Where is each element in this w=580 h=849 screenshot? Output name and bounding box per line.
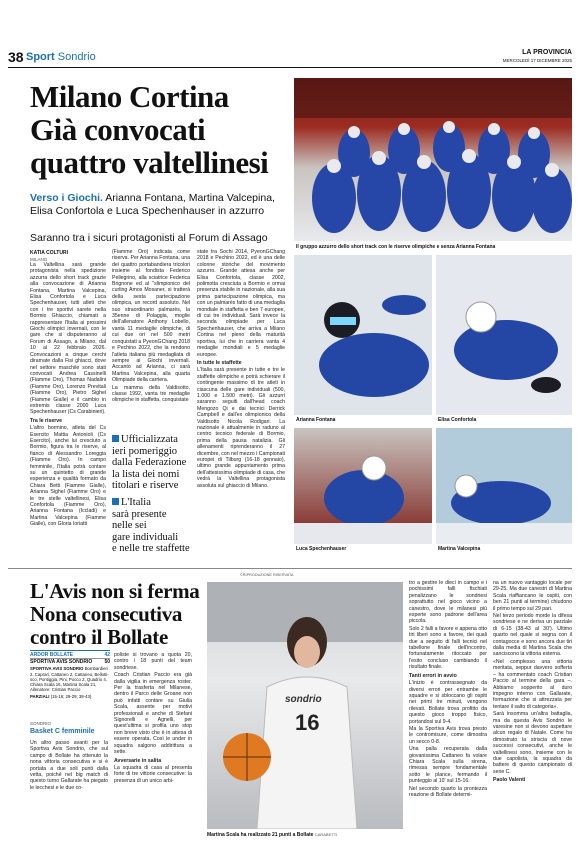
article1-summary [30,192,292,218]
score-box [30,652,110,701]
group-photo [294,78,572,241]
article1-col2 [112,249,190,405]
lineup-text: Bombardieri 2, Caprari, Cattaneo 2, Cattaneo, Bellotti-sco, Pontiggia, Pini, Pocco 2, Quadrio 4, Chiara Scala 16, Martina Scala 21, Allenatore: Cristian Paccio [30,666,109,693]
a2-headline-line-3: contro il Bollate [30,625,168,649]
article2-col1 [30,740,108,792]
pq2-line-5: e nelle tre staffette [112,543,190,554]
newspaper-name: LA PROVINCIA [522,49,572,56]
team2-score: 50 [104,659,110,666]
headline-line-2: Già convocati [30,112,206,147]
headline-line-3: quattro valtellinesi [30,145,269,180]
basketball-art [207,582,403,829]
lineup-label: SPORTIVA AVIS SONDRIO [30,666,84,672]
a1-col1-subhead: Tra le riserve [30,417,63,424]
pq2-line-2: sarà presente [112,508,167,520]
team1-name: ARDOR BOLLATE [30,652,73,658]
article1-headline [30,80,300,179]
skater-art-3 [294,428,432,544]
a1-col3b-para: L'Italia sarà presente in tutte e tre le staffette olimpiche e potrà schierare il contingente massimo di tre atleti in ciascuna delle gare individuali (500, 1.000 e 1.500 metri). Gli azzurri saranno seguiti dall'head coach Mengozo Qi e dai tecnici Derrick Campbell e dall'ex olimpionico della Valdisotto Nicola Rodigari. La nazionale è attualmente in raduno al centro tecnico federale di Bormio, prima della pausa natalizia. Gli allenamenti riprenderanno il 27 dicembre, con nel mezzo i Campionati europei di Tilburg (16-18 gennaio), ultimo grande appuntamento prima dell'attesissima olimpiade di casa, che vedrà la Valtellina protagonista assoluta sul ghiaccio di Milano. [197,367,285,489]
photo-arianna-fontana [294,255,432,415]
photo-caption-text: Martina Scala ha realizzato 21 punti a Bollate [207,832,314,838]
pullquote-1 [112,434,192,492]
a2-headline-line-1: L'Avis non si ferma [30,579,200,603]
article2-col2 [114,652,192,785]
header-rule [8,67,572,68]
article1-summary-2: Saranno tra i sicuri protagonisti al Forum di Assago [30,232,268,244]
article2-headline [30,580,210,649]
section-sport: Sport [26,51,55,63]
pq1-line-4: la lista dei nomi [112,468,180,480]
article1-col3 [197,249,285,490]
a2-col1-para: Un altro passo avanti per la Sportiva Avis Sondrio, che sul campo di Bollate ha ottenuto la nona vittoria consecutiva e si è portata a due soli punti dalla vetta, poiché nel big match di questo turno Gallarate ha piegato le lecchesi e le due co- [30,740,108,791]
a2-col3-para-1: tro a gestire le dieci in campo e i pochissimi falli fischiati penalizzano le sondriesi soprattutto nel gioco vicino a canestro, dove le milanesi più esperte sono padrone dell'area piccola. [409,580,487,625]
pq1-line-5: titolari e riserve [112,480,179,491]
a2-col3-subhead: Tanti errori in avvio [409,672,457,679]
basketball-photo [207,582,403,829]
a1-col2-para-2: La mamma della Valdisotto, classe 1992, vanta tre medaglie olimpiche in staffetta, conquistate [112,384,190,404]
a2-col3b-para-4: Nel secondo quarto la prontezza reazione di Bollate determi- [409,785,487,798]
pq2-line-1: L'Italia [121,497,151,508]
basketball-photo-caption [207,832,403,838]
group-photo-caption: Il gruppo azzurro dello short track con le riserve olimpiche e senza Arianna Fontana [296,244,496,250]
article2-col4 [493,580,572,785]
a2-col3b-para-2: Ma la Sportiva Avis trova presto le contromisure, come dimostra un secco 0-8. [409,725,487,745]
section-sondrio: Sondrio [57,51,96,63]
a2-col2-para-1: poliste si trovano a quota 20, contro i 18 punti del team sondriese. [114,652,192,671]
skater-art-4 [436,428,572,544]
a2-headline-line-2: Nona consecutiva [30,602,183,626]
section-label [26,51,96,63]
jersey-brand: sondrio [285,694,322,705]
a2-col4-para-3: «Nel complesso una vittoria meritata, seppur davvero sofferta – ha commentato coach Cristian Paccio al termine della gara –. Abbiamo sopperito al duro impegno interno con Gallarate, formazione che si attrezzata per tentare il salto di categoria». [493,658,572,710]
group-photo-art [294,78,572,241]
pullquote-marker [112,498,119,505]
photo-martina-valcepina [436,428,572,544]
caption-martina-valcepina: Martina Valcepina [438,546,481,552]
dateline: MILANO [30,257,48,262]
pq2-line-3: nelle sei [112,520,147,531]
pq2-line-4: gare individuali [112,531,179,543]
team1-score: 42 [104,652,110,658]
pq1-line-1: Ufficializzata [121,434,178,445]
skater-art-1 [294,255,432,415]
photo-luca-spechenhauser [294,428,432,544]
caption-elisa-confortola: Elisa Confortola [438,417,477,423]
jersey-number: 16 [295,710,320,735]
score-row-2 [30,658,110,665]
a1-col3-subhead: In tutte le staffette [197,359,242,366]
caption-luca-spechenhauser: Luca Spechenhauser [296,546,347,552]
a2-col4-para-1: na un nuovo vantaggio locale per 29-25. Ma due canestri di Martina Scala riaffiancano le ospiti, con ben 21 punti al termine) chiudono il primo tempo sul 29 pari. [493,580,572,612]
credit: ©RIPRODUZIONE RISERVATA [240,573,294,577]
score-rule-top [30,650,110,651]
a1-col1b-para: L'altro bormino, atleta del Cs Esercito Mattia Antonioli (Cs Esercito), anche lui cresciuto a Bormio, figura tra le riserve, al fianco di Alessandro Loreggia (Fiamme Oro). In campo femminile, l'Italia potrà contare su un quintetto di grande esperienza e qualità formato da Chiara Betti (Fiamme Gialle), Arianna Sighel (Fiamme Oro) e le tre stelle valtellinesi, Elisa Confortola (Fiamme Oro), Arianna Fontana (Iccladi) e Martina Valcepina (Fiamme Gialle), con Gloria Ioriatti [30,425,106,528]
score-lineup [30,666,110,692]
a2-col3b-para-1: L'inizio è contrassegnato da diversi errori per entrambe le squadre e si sbloccano gli ospiti nei primi tre minuti, vengono rilevati. Bollate trova profitto da questo gioco troppo fisico, portandosi sul 9-4. [409,680,487,725]
article2-col3 [409,580,487,799]
a2-col4-para-4: Sarà insomma un'altra battaglia, ma da questa Avis Sondrio le varesine non si devono aspettare alcun regalo di Natale. Come ha dimostrato la striscia di nove successi consecutivi, anche le valtellinesi sono, insieme con le due capolista, la squadra da battere di questo campionato di serie C. [493,711,572,775]
a2-col4-para-2: Nel terzo periodo morde la difesa sondriese e ne deriva un parziale di 6-15 (38-43 al 30'). Ultimo quarto nel quale si segna con il contagocce e sono ancora due tiri dalla media di Martina Scala che sanciscono la vittoria esterna. [493,613,572,658]
headline-line-1: Milano Cortina [30,79,229,114]
caption-arianna-fontana: Arianna Fontana [296,417,336,423]
byline: KATIA COLTURI [30,250,68,256]
a2-col3-para-2: Solo 2 falli a favore e appena otto tiri liberi sono a favore, dei quali due a seguito di falli tecnici nel tabellone finale dell'incontro, fortunatamente ritoccato per l'esito concluso cambiando il risultato finale. [409,625,487,671]
parziali-value: (15-16; 29-29; 38-43) [50,694,92,700]
summary-1: Arianna Fontana, Martina Valcepina, Elisa Confortola e Luca Spechenhauser in azzurro [30,192,275,217]
skater-art-2 [436,255,572,415]
a2-dateline: SONDRIO [30,721,52,726]
a2-col2-para-2: Coach Cristian Paccio era già dalla vigilia in emergenza roster. Per la trasferta nel Milanese, dentro il Parco delle Groane non può infatti contare su Giulia Scala, assente per motivi professionali e anche di Stefani Signorelli e Agnelli, per quest'ultima si profila uno stop non breve visto che è in attesa di essere operata. Così le under in squadra salgono addirittura a sette. [114,672,192,756]
page-number: 38 [8,49,24,65]
a1-col2-para-1: (Fiamme Oro) indicata come riserva. Per Arianna Fontana, una dei quattro portabandiera tricolori insieme al fondista Federico Pellegrino, alla sciatrice Federica Brignone ed al "slimpionico del curling Amos Mosaner, si tratterà della sesta partecipazione olimpica, un record assoluto. Nel suo straordinario palmarès, la 35enne di Polaggia, moglie dell'allenatore Anthony Lobello, vanta 11 medaglie olimpiche, di cui due ori nel 500 metri conquistati a PyeonGChang 2018 e Pechino 2022, che la rendono l'atleta italiana più medagliata di sempre ai Giochi invernali. Accanto ad Arianna, ci sarà Martina Valcepina, alla quarta Olimpiade della carriera. [112,249,190,384]
a1-col1-para: La Valtellina sarà grande protagonista nella spedizione azzurra dello short track grazie alla convocazione di Arianna Fontana, Martina Valcepina, Elisa Confortola e Luca Spechenhauser, tutti atleti che con i tre sportivi sarete nella Bormio Ghiaccio, chiamati a rappresentare l'Italia ai prossimi Giochi olimpici invernali, con le gare che si disputeranno al Forum di Assago, a Milano, dal 10 al 22 febbraio 2026. Convocazioni a cinque cerchi diramate dalla Fisi ghiacci, dove nel settore maschile sono stati convocati Andrea Cassinelli (Fiamme Oro), Thomas Nadalini (Fiamme Oro), Lorenzo Previtali (Fiamme Oro), Pietro Sighel (Fiamme Gialle) e il cambio in extremis classe 2000 Luca Spechenhauser (Cs Carabinieri). [30,262,106,416]
score-parziali [30,694,110,700]
a2-col2-subhead: Avversarie in salita [114,757,162,764]
issue-date: MERCOLEDÌ 17 DICEMBRE 2025 [502,58,572,63]
team2-name: SPORTIVA AVIS SONDRIO [30,659,93,666]
photo-elisa-confortola [436,255,572,415]
a2-section-tag: Basket C femminile [30,728,95,735]
article-divider [8,568,572,569]
a2-col3b-para-3: Una palla recuperata dalla giovanissima Cattaneo fa volare Chiara Scala sulla sirena, rimessa sempre fondamentale sotto le plance, fermando il punteggio al 10' sul 15-16. [409,746,487,785]
article1-col1 [30,262,106,529]
pullquote-2 [112,497,192,555]
photo-credit: CARABETTI [314,832,338,837]
pullquote-marker [112,435,119,442]
kicker: Verso i Giochi. [30,192,103,204]
a2-author: Paolo Valenti [493,777,526,784]
parziali-label: PARZIALI [30,694,50,700]
pq1-line-2: ieri pomeriggio [112,445,178,457]
pq1-line-3: dalla Federazione [112,457,187,468]
a1-col3-para: state tra Sochi 2014, PyeonGChang 2018 e Pechino 2022, ed è una delle colonne storiche del movimento azzurro. Grande attesa anche per Elisa Confortola, classe 2002, polimotta cresciuta a Bormio e ormai presenza stabile in nazionale, alla sua prima partecipazione olimpica, ma con un palmarès fatto di una medaglia mondiale in staffetta e ben 7 europee, di cui tre individuali. Sarà invece la seconda olimpiade per Luca Spechenhauser, che arriva a Milano Cortina nel pieno della maturità sportiva, lui che in carriera vanta 4 medaglie mondiali e 5 medaglie europee. [197,249,285,358]
a2-col2b-para: La squadra di casa al presenta forte di tre vittorie consecutive: la presenza di un unico arbi- [114,764,192,784]
